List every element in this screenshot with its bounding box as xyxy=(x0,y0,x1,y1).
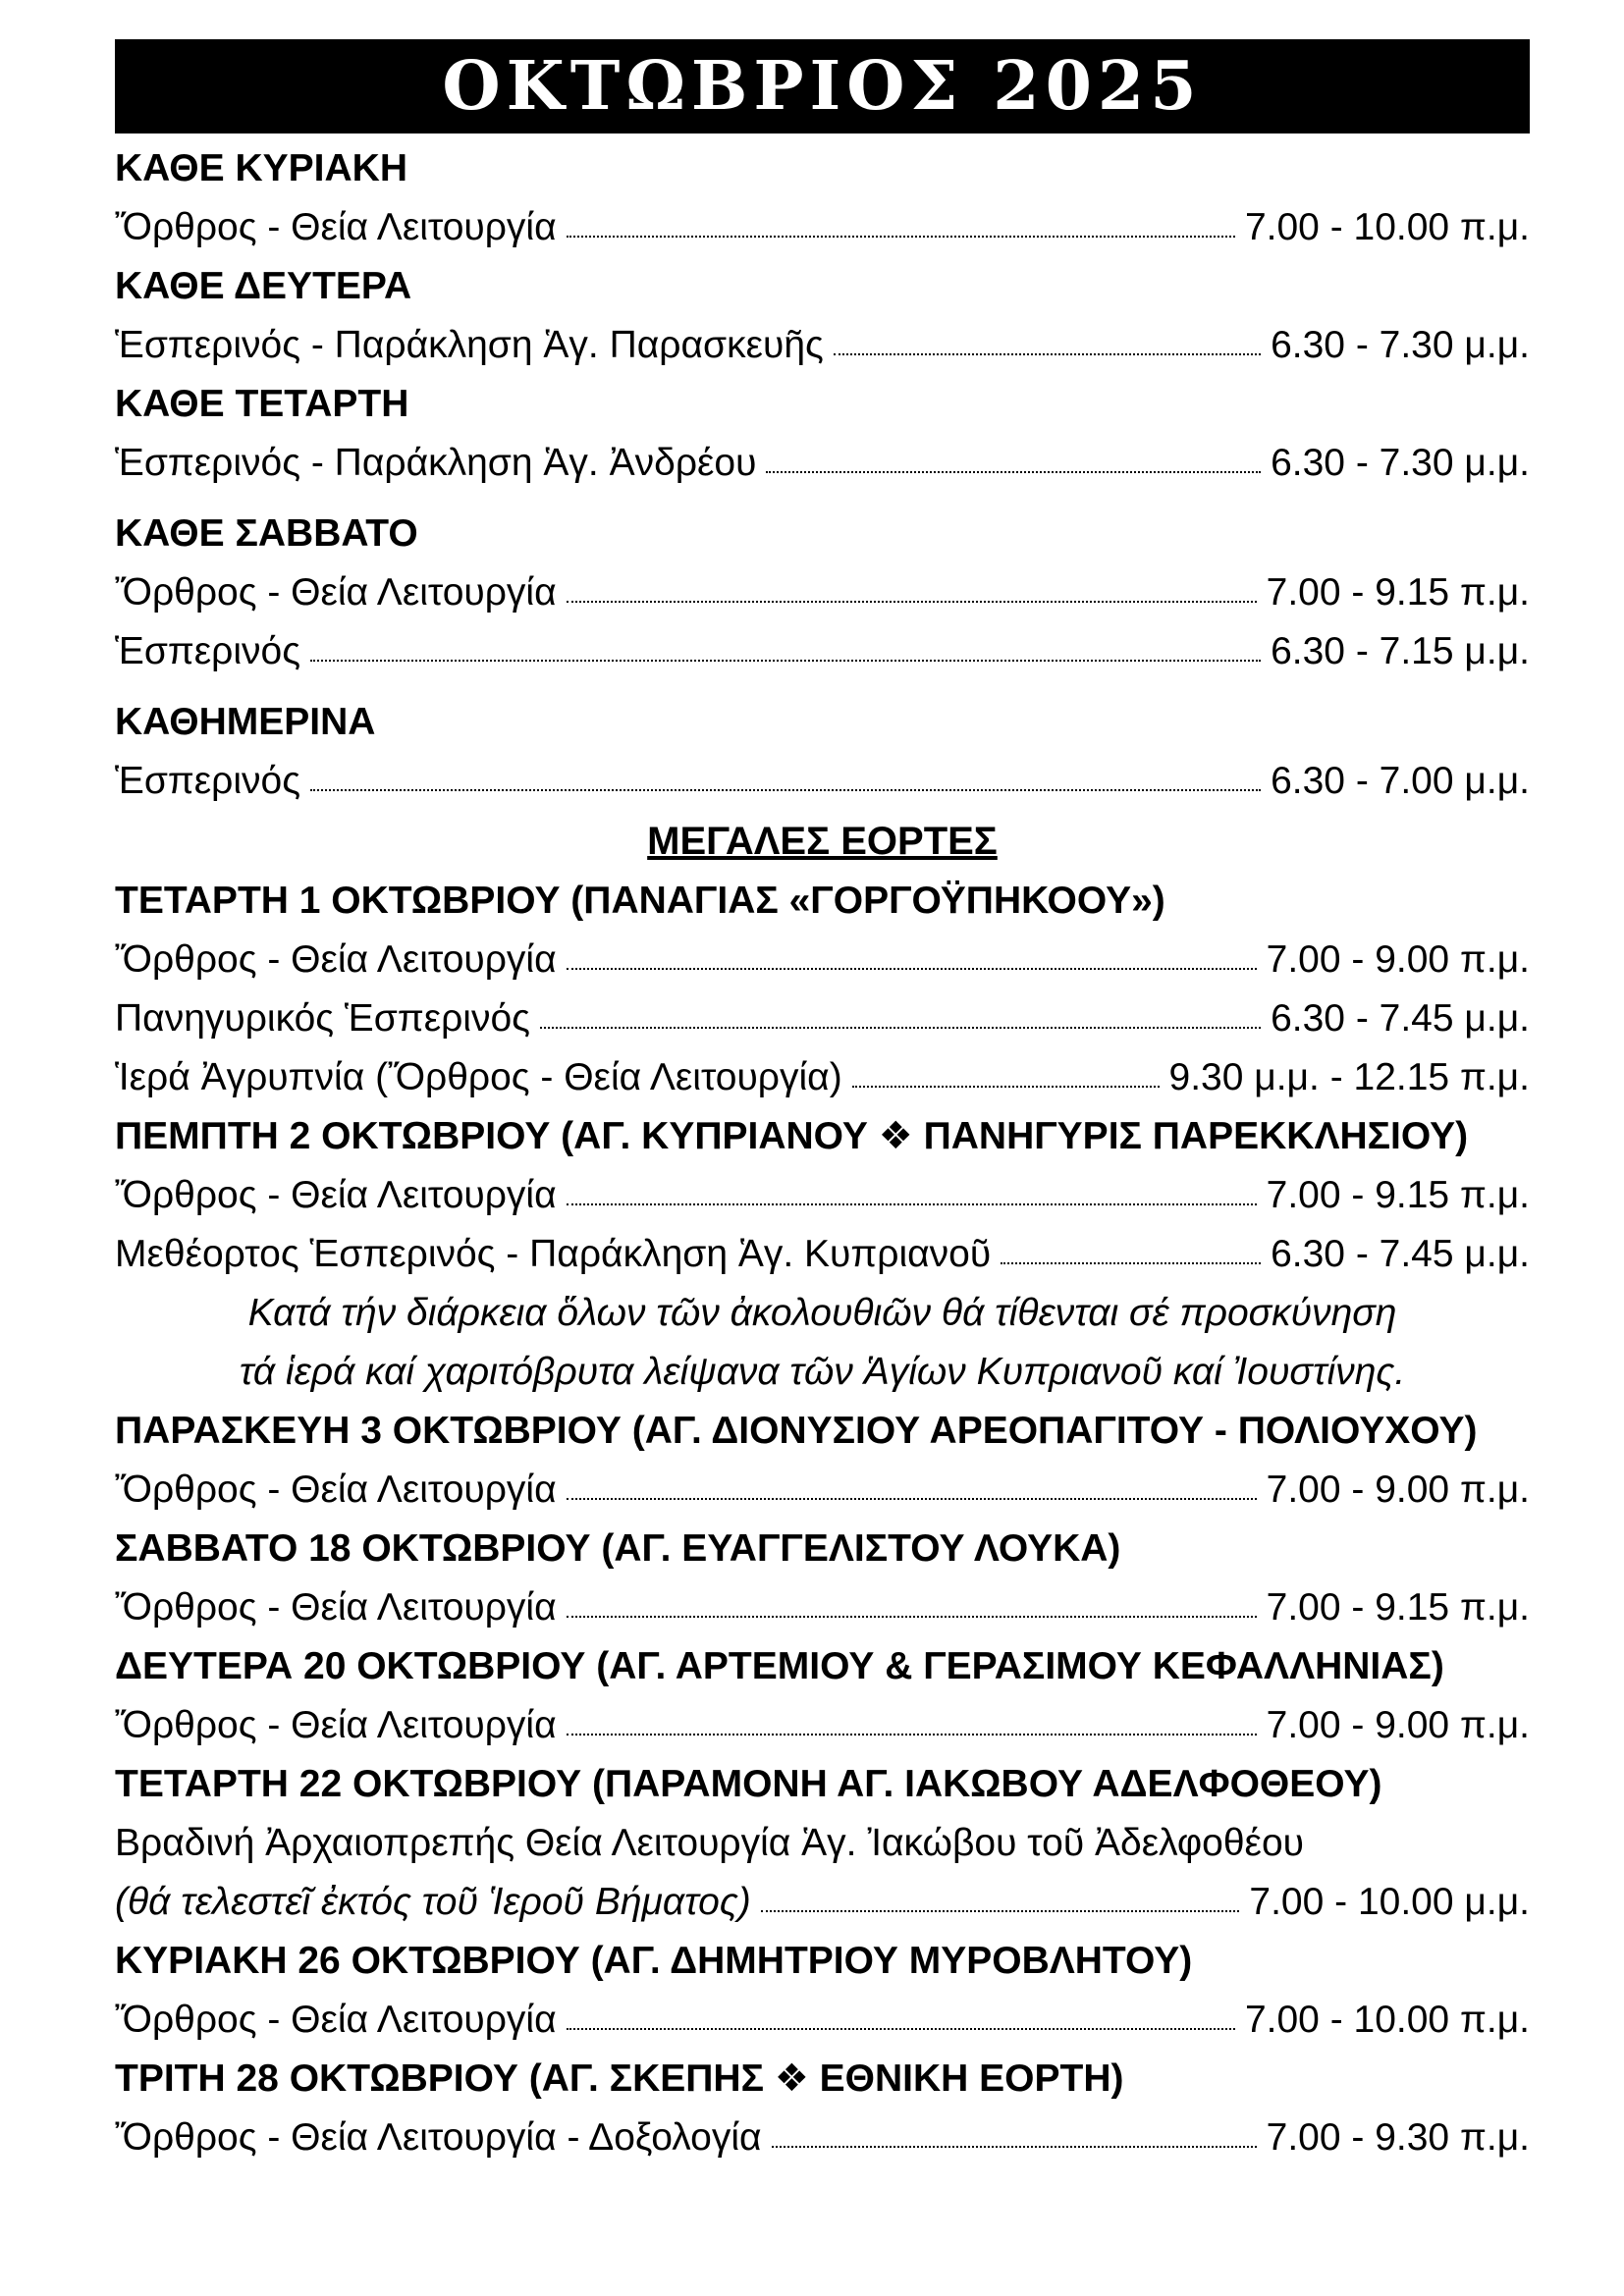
group-heading: ΚΑΘΗΜΕΡΙΝΑ xyxy=(115,701,376,743)
service-label: Ὄρθρος - Θεία Λειτουργία xyxy=(115,571,557,614)
service-description xyxy=(115,1814,1530,1873)
service-time: 6.30 - 7.30 μ.μ. xyxy=(1271,442,1530,484)
feast-oct-3 xyxy=(115,1402,1530,1520)
service-row xyxy=(115,1048,1530,1107)
feast-heading: ΤΡΙΤΗ 28 ΟΚΤΩΒΡΙΟΥ (ΑΓ. ΣΚΕΠΗΣ ❖ ΕΘΝΙΚΗ ΕΟΡΤΗ) xyxy=(115,2057,1124,2100)
service-label: Ὄρθρος - Θεία Λειτουργία xyxy=(115,1586,557,1629)
service-label: Ὄρθρος - Θεία Λειτουργία xyxy=(115,1999,557,2041)
service-row xyxy=(115,316,1530,375)
weekly-group-monday xyxy=(115,257,1530,375)
service-row xyxy=(115,1991,1530,2050)
dot-leader xyxy=(567,1202,1257,1205)
service-time: 6.30 - 7.45 μ.μ. xyxy=(1271,997,1530,1040)
dot-leader xyxy=(310,788,1261,791)
dot-leader xyxy=(852,1085,1160,1088)
service-time: 7.00 - 10.00 π.μ. xyxy=(1244,206,1530,248)
service-row xyxy=(115,198,1530,257)
service-label: Ὄρθρος - Θεία Λειτουργία - Δοξολογία xyxy=(115,2116,762,2159)
dot-leader xyxy=(567,2027,1235,2030)
dot-leader xyxy=(310,659,1261,662)
dot-leader xyxy=(567,967,1257,970)
service-label: Ὄρθρος - Θεία Λειτουργία xyxy=(115,1174,557,1216)
service-time: 9.30 μ.μ. - 12.15 π.μ. xyxy=(1168,1056,1530,1098)
service-row xyxy=(115,434,1530,493)
service-label: Ἑσπερινός xyxy=(115,760,301,802)
feast-oct-28 xyxy=(115,2050,1530,2167)
dot-leader xyxy=(766,470,1261,473)
dot-leader xyxy=(567,235,1235,238)
feast-heading: ΠΑΡΑΣΚΕΥΗ 3 ΟΚΤΩΒΡΙΟΥ (ΑΓ. ΔΙΟΝΥΣΙΟΥ ΑΡΕΟΠΑΓΙΤΟΥ - ΠΟΛΙΟΥΧΟΥ) xyxy=(115,1410,1478,1452)
service-row xyxy=(115,2109,1530,2167)
service-time: 7.00 - 9.15 π.μ. xyxy=(1266,1174,1530,1216)
service-time: 7.00 - 9.00 π.μ. xyxy=(1266,1704,1530,1746)
feast-oct-2 xyxy=(115,1107,1530,1402)
service-row xyxy=(115,931,1530,989)
service-row xyxy=(115,622,1530,681)
service-time: 7.00 - 9.15 π.μ. xyxy=(1266,571,1530,614)
feast-oct-22 xyxy=(115,1755,1530,1932)
service-row xyxy=(115,1461,1530,1520)
service-label: Ἱερά Ἀγρυπνία (Ὄρθρος - Θεία Λειτουργία) xyxy=(115,1056,842,1098)
service-row xyxy=(115,1166,1530,1225)
dot-leader xyxy=(567,1615,1257,1618)
feast-heading: ΣΑΒΒΑΤΟ 18 ΟΚΤΩΒΡΙΟΥ (ΑΓ. ΕΥΑΓΓΕΛΙΣΤΟΥ ΛΟΥΚΑ) xyxy=(115,1527,1121,1570)
service-row xyxy=(115,989,1530,1048)
service-time: 6.30 - 7.00 μ.μ. xyxy=(1271,760,1530,802)
service-label: Ἑσπερινός - Παράκληση Ἁγ. Ἀνδρέου xyxy=(115,442,757,484)
service-label: Μεθέορτος Ἑσπερινός - Παράκληση Ἁγ. Κυπριανοῦ xyxy=(115,1233,992,1275)
service-label: Ἑσπερινός xyxy=(115,630,301,672)
service-label: Βραδινή Ἀρχαιοπρεπής Θεία Λειτουργία Ἁγ. Ἰακώβου τοῦ Ἀδελφοθέου xyxy=(115,1822,1304,1864)
service-time: 6.30 - 7.45 μ.μ. xyxy=(1271,1233,1530,1275)
dot-leader xyxy=(567,1497,1257,1500)
dot-leader xyxy=(540,1026,1261,1029)
service-time: 7.00 - 9.30 π.μ. xyxy=(1266,2116,1530,2159)
dot-leader xyxy=(567,1733,1257,1735)
spacer xyxy=(115,681,1530,693)
feast-oct-20 xyxy=(115,1637,1530,1755)
service-row xyxy=(115,752,1530,811)
service-time: 6.30 - 7.15 μ.μ. xyxy=(1271,630,1530,672)
dot-leader xyxy=(834,352,1261,355)
dot-leader xyxy=(567,600,1257,603)
dot-leader xyxy=(1001,1261,1261,1264)
feast-oct-18 xyxy=(115,1520,1530,1637)
feast-heading: ΚΥΡΙΑΚΗ 26 ΟΚΤΩΒΡΙΟΥ (ΑΓ. ΔΗΜΗΤΡΙΟΥ ΜΥΡΟΒΛΗΤΟΥ) xyxy=(115,1940,1193,1982)
feasts-section-title: ΜΕΓΑΛΕΣ ΕΟΡΤΕΣ xyxy=(647,820,998,863)
service-row xyxy=(115,563,1530,622)
group-heading: ΚΑΘΕ ΔΕΥΤΕΡΑ xyxy=(115,265,412,307)
dot-leader xyxy=(761,1909,1240,1912)
dot-leader xyxy=(772,2145,1257,2148)
service-label: Πανηγυρικός Ἑσπερινός xyxy=(115,997,530,1040)
spacer xyxy=(115,493,1530,505)
service-row xyxy=(115,1873,1530,1932)
month-banner: ΟΚΤΩΒΡΙΟΣ 2025 xyxy=(115,39,1530,133)
service-label: Ὄρθρος - Θεία Λειτουργία xyxy=(115,1704,557,1746)
service-row xyxy=(115,1578,1530,1637)
feast-oct-26 xyxy=(115,1932,1530,2050)
feast-heading: ΔΕΥΤΕΡΑ 20 ΟΚΤΩΒΡΙΟΥ (ΑΓ. ΑΡΤΕΜΙΟΥ & ΓΕΡΑΣΙΜΟΥ ΚΕΦΑΛΛΗΝΙΑΣ) xyxy=(115,1645,1444,1687)
weekly-group-sunday xyxy=(115,139,1530,257)
group-heading: ΚΑΘΕ ΤΕΤΑΡΤΗ xyxy=(115,383,409,425)
service-time: 6.30 - 7.30 μ.μ. xyxy=(1271,324,1530,366)
service-label: Ὄρθρος - Θεία Λειτουργία xyxy=(115,938,557,981)
relics-note-line: τά ἱερά καί χαριτόβρυτα λείψανα τῶν Ἁγίων Κυπριανοῦ καί Ἰουστίνης. xyxy=(239,1351,1406,1393)
feast-heading: ΤΕΤΑΡΤΗ 22 ΟΚΤΩΒΡΙΟΥ (ΠΑΡΑΜΟΝΗ ΑΓ. ΙΑΚΩΒΟΥ ΑΔΕΛΦΟΘΕΟΥ) xyxy=(115,1763,1382,1805)
feast-oct-1 xyxy=(115,872,1530,1107)
service-row xyxy=(115,1696,1530,1755)
feast-heading: ΠΕΜΠΤΗ 2 ΟΚΤΩΒΡΙΟΥ (ΑΓ. ΚΥΠΡΙΑΝΟΥ ❖ ΠΑΝΗΓΥΡΙΣ ΠΑΡΕΚΚΛΗΣΙΟΥ) xyxy=(115,1115,1469,1157)
service-time: 7.00 - 9.00 π.μ. xyxy=(1266,938,1530,981)
group-heading: ΚΑΘΕ ΚΥΡΙΑΚΗ xyxy=(115,147,407,189)
service-label: Ὄρθρος - Θεία Λειτουργία xyxy=(115,1468,557,1511)
weekly-group-wednesday xyxy=(115,375,1530,493)
relics-note-line: Κατά τήν διάρκεια ὅλων τῶν ἀκολουθιῶν θά τίθενται σέ προσκύνηση xyxy=(247,1292,1397,1334)
service-time: 7.00 - 9.00 π.μ. xyxy=(1266,1468,1530,1511)
service-label: Ὄρθρος - Θεία Λειτουργία xyxy=(115,206,557,248)
weekly-group-saturday xyxy=(115,505,1530,681)
service-time: 7.00 - 10.00 π.μ. xyxy=(1244,1999,1530,2041)
feast-heading: ΤΕΤΑΡΤΗ 1 ΟΚΤΩΒΡΙΟΥ (ΠΑΝΑΓΙΑΣ «ΓΟΡΓΟΫΠΗΚΟΟΥ») xyxy=(115,880,1165,922)
schedule-content xyxy=(115,139,1530,2167)
group-heading: ΚΑΘΕ ΣΑΒΒΑΤΟ xyxy=(115,512,418,555)
service-time: 7.00 - 9.15 π.μ. xyxy=(1266,1586,1530,1629)
weekly-group-daily xyxy=(115,693,1530,811)
service-row xyxy=(115,1225,1530,1284)
service-time: 7.00 - 10.00 μ.μ. xyxy=(1249,1881,1530,1923)
service-label: Ἑσπερινός - Παράκληση Ἁγ. Παρασκευῆς xyxy=(115,324,824,366)
service-label: (θά τελεστεῖ ἐκτός τοῦ Ἱεροῦ Βήματος) xyxy=(115,1881,751,1923)
